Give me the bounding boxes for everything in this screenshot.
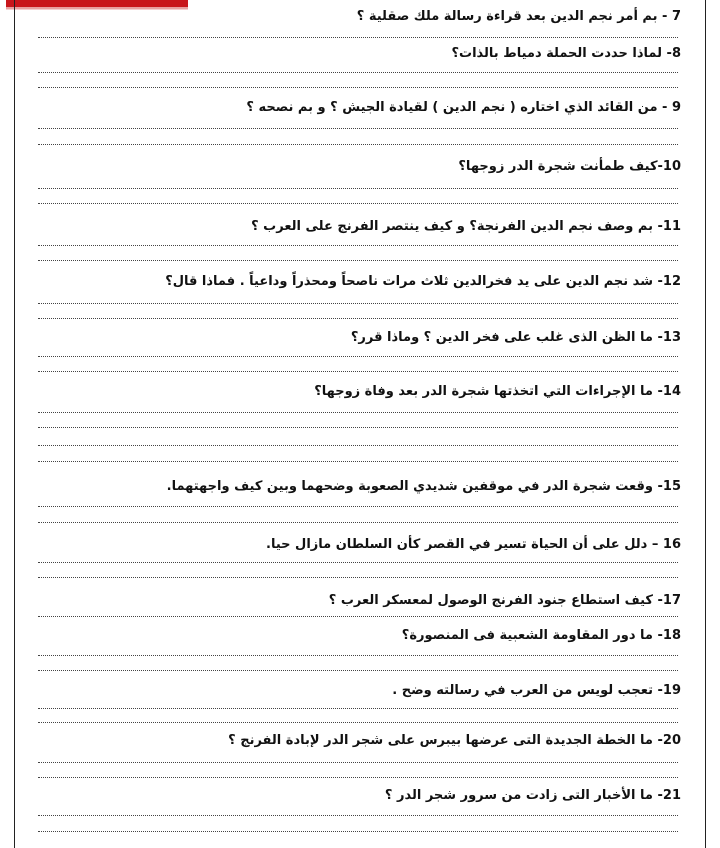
question-20: 20- ما الخطة الجديدة التى عرضها بيبرس على شجر الدر لإبادة الفرنج ؟: [228, 733, 681, 748]
question-11: 11- بم وصف نجم الدين الفرنجة؟ و كيف ينتصر الفرنج على العرب ؟: [251, 219, 681, 234]
answer-line: [38, 522, 678, 523]
page-border-left: [14, 0, 15, 848]
question-18: 18- ما دور المقاومة الشعبية فى المنصورة؟: [401, 628, 681, 643]
answer-line: [38, 708, 678, 709]
question-15: 15- وقعت شجرة الدر في موقفين شديدي الصعوبة وضحهما وبين كيف واجهتهما.: [166, 479, 681, 494]
answer-line: [38, 245, 678, 246]
answer-line: [38, 72, 678, 73]
answer-line: [38, 831, 678, 832]
answer-line: [38, 260, 678, 261]
answer-line: [38, 87, 678, 88]
answer-line: [38, 616, 678, 617]
answer-line: [38, 356, 678, 357]
answer-line: [38, 412, 678, 413]
question-21: 21- ما الأخبار التى زادت من سرور شجر الدر ؟: [384, 788, 681, 803]
answer-line: [38, 461, 678, 462]
answer-line: [38, 445, 678, 446]
answer-line: [38, 128, 678, 129]
question-14: 14- ما الإجراءات التي اتخذتها شجرة الدر بعد وفاة زوجها؟: [314, 384, 681, 399]
answer-line: [38, 37, 678, 38]
answer-line: [38, 655, 678, 656]
answer-line: [38, 144, 678, 145]
question-16: 16 – دلل على أن الحياة تسير في القصر كأن السلطان مازال حيا.: [266, 537, 681, 552]
answer-line: [38, 562, 678, 563]
answer-line: [38, 427, 678, 428]
question-10: 10-كيف طمأنت شجرة الدر زوجها؟: [458, 159, 681, 174]
question-12: 12- شد نجم الدين على يد فخرالدين ثلاث مرات ناصحاً ومحذراً وداعياً . فماذا قال؟: [165, 274, 681, 289]
answer-line: [38, 371, 678, 372]
answer-line: [38, 762, 678, 763]
answer-line: [38, 670, 678, 671]
answer-line: [38, 203, 678, 204]
question-13: 13- ما الظن الذى غلب على فخر الدين ؟ وماذا قرر؟: [350, 330, 681, 345]
answer-line: [38, 318, 678, 319]
answer-line: [38, 777, 678, 778]
question-8: 8- لماذا حددت الحملة دمياط بالذات؟: [451, 46, 681, 61]
question-7: 7 - بم أمر نجم الدين بعد قراءة رسالة ملك صقلية ؟: [356, 9, 681, 24]
answer-line: [38, 577, 678, 578]
answer-line: [38, 188, 678, 189]
question-17: 17- كيف استطاع جنود الفرنج الوصول لمعسكر العرب ؟: [328, 593, 681, 608]
answer-line: [38, 722, 678, 723]
question-19: 19- تعجب لويس من العرب في رسالته وضح .: [392, 683, 681, 698]
answer-line: [38, 506, 678, 507]
answer-line: [38, 303, 678, 304]
answer-line: [38, 815, 678, 816]
page-border-right: [705, 0, 706, 848]
question-9: 9 - من القائد الذي اختاره ( نجم الدين ) لقيادة الجيش ؟ و بم نصحه ؟: [246, 100, 681, 115]
